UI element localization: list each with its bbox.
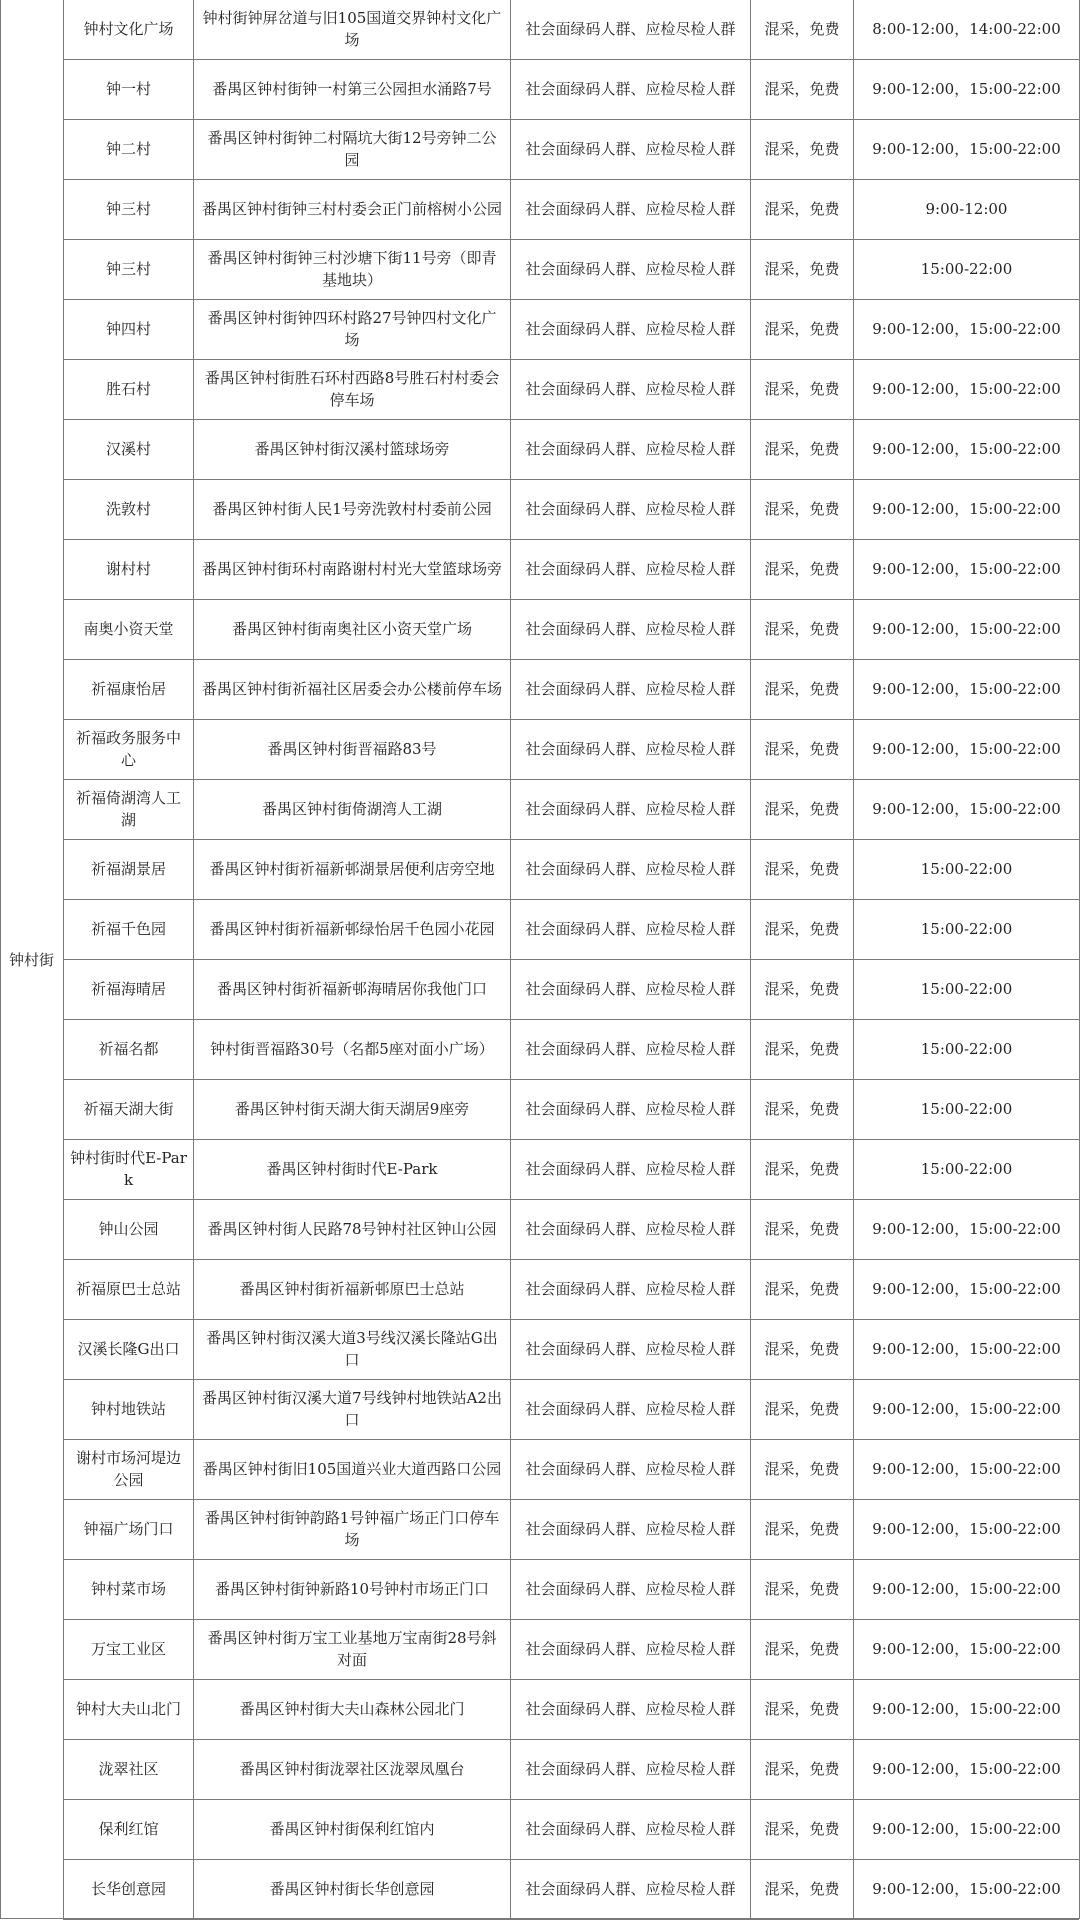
type-cell: 混采，免费 — [764, 799, 840, 818]
hours-cell: 8:00-12:00，14:00-22:00 — [872, 19, 1061, 38]
site-cell: 洗敦村 — [105, 499, 151, 518]
address-cell: 番禺区钟村街倚湖湾人工湖 — [261, 799, 442, 818]
group-cell: 社会面绿码人群、应检尽检人群 — [525, 619, 736, 638]
type-cell: 混采，免费 — [764, 919, 840, 938]
hours-cell: 9:00-12:00，15:00-22:00 — [872, 1219, 1061, 1238]
address-cell: 番禺区钟村街人民路78号钟村社区钟山公园 — [207, 1219, 497, 1238]
site-cell: 钟村大夫山北门 — [75, 1699, 181, 1718]
hours-cell: 9:00-12:00，15:00-22:00 — [872, 619, 1061, 638]
group-cell: 社会面绿码人群、应检尽检人群 — [525, 799, 736, 818]
street-name-cell: 钟村街 — [8, 951, 54, 969]
group-cell: 社会面绿码人群、应检尽检人群 — [525, 1459, 736, 1478]
hours-cell: 9:00-12:00，15:00-22:00 — [872, 1399, 1061, 1418]
hours-cell: 9:00-12:00，15:00-22:00 — [872, 1519, 1061, 1538]
address-cell: 番禺区钟村街环村南路谢村村光大堂篮球场旁 — [201, 559, 502, 578]
type-cell: 混采，免费 — [764, 859, 840, 878]
group-cell: 社会面绿码人群、应检尽检人群 — [525, 979, 736, 998]
site-cell: 钟村街时代E-Park — [70, 1148, 187, 1189]
group-cell: 社会面绿码人群、应检尽检人群 — [525, 1519, 736, 1538]
address-cell: 番禺区钟村街钟三村沙塘下街11号旁（即青基地块） — [207, 248, 497, 289]
type-cell: 混采，免费 — [764, 379, 840, 398]
site-cell: 钟村地铁站 — [90, 1399, 166, 1418]
hours-cell: 9:00-12:00，15:00-22:00 — [872, 799, 1061, 818]
group-cell: 社会面绿码人群、应检尽检人群 — [525, 19, 736, 38]
address-cell: 番禺区钟村街旧105国道兴业大道西路口公园 — [202, 1459, 502, 1478]
address-cell: 番禺区钟村街钟二村隔坑大街12号旁钟二公园 — [207, 128, 497, 169]
hours-cell: 15:00-22:00 — [920, 1099, 1013, 1118]
site-cell: 钟山公园 — [98, 1219, 159, 1238]
group-cell: 社会面绿码人群、应检尽检人群 — [525, 79, 736, 98]
site-cell: 祈福名都 — [98, 1039, 159, 1058]
hours-cell: 9:00-12:00，15:00-22:00 — [872, 139, 1061, 158]
type-cell: 混采，免费 — [764, 79, 840, 98]
group-cell: 社会面绿码人群、应检尽检人群 — [525, 139, 736, 158]
group-cell: 社会面绿码人群、应检尽检人群 — [525, 499, 736, 518]
address-cell: 番禺区钟村街祈福新邨绿怡居千色园小花园 — [209, 919, 495, 938]
hours-cell: 9:00-12:00，15:00-22:00 — [872, 379, 1061, 398]
type-cell: 混采，免费 — [764, 1159, 840, 1178]
address-cell: 番禺区钟村街南奥社区小资天堂广场 — [231, 619, 472, 638]
address-cell: 番禺区钟村街汉溪大道7号线钟村地铁站A2出口 — [202, 1388, 502, 1429]
type-cell: 混采，免费 — [764, 1639, 840, 1658]
hours-cell: 9:00-12:00 — [925, 199, 1008, 218]
group-cell: 社会面绿码人群、应检尽检人群 — [525, 1579, 736, 1598]
group-cell: 社会面绿码人群、应检尽检人群 — [525, 1819, 736, 1838]
hours-cell: 9:00-12:00，15:00-22:00 — [872, 1879, 1061, 1898]
site-cell: 钟三村 — [105, 199, 151, 218]
address-cell: 钟村街晋福路30号（名都5座对面小广场） — [210, 1039, 494, 1058]
group-cell: 社会面绿码人群、应检尽检人群 — [525, 1279, 736, 1298]
hours-cell: 9:00-12:00，15:00-22:00 — [872, 1759, 1061, 1778]
type-cell: 混采，免费 — [764, 499, 840, 518]
type-cell: 混采，免费 — [764, 139, 840, 158]
type-cell: 混采，免费 — [764, 19, 840, 38]
type-cell: 混采，免费 — [764, 1459, 840, 1478]
address-cell: 番禺区钟村街长华创意园 — [269, 1879, 435, 1898]
group-cell: 社会面绿码人群、应检尽检人群 — [525, 1099, 736, 1118]
site-cell: 钟二村 — [105, 139, 151, 158]
hours-cell: 9:00-12:00，15:00-22:00 — [872, 1819, 1061, 1838]
site-cell: 钟一村 — [105, 79, 151, 98]
type-cell: 混采，免费 — [764, 319, 840, 338]
address-cell: 番禺区钟村街晋福路83号 — [267, 739, 437, 758]
site-cell: 胜石村 — [105, 379, 151, 398]
group-cell: 社会面绿码人群、应检尽检人群 — [525, 559, 736, 578]
type-cell: 混采，免费 — [764, 1879, 840, 1898]
address-cell: 钟村街钟屏岔道与旧105国道交界钟村文化广场 — [202, 8, 502, 49]
site-cell: 钟村菜市场 — [90, 1579, 166, 1598]
group-cell: 社会面绿码人群、应检尽检人群 — [525, 1759, 736, 1778]
site-cell: 祈福天湖大街 — [83, 1099, 174, 1118]
hours-cell: 9:00-12:00，15:00-22:00 — [872, 1339, 1061, 1358]
hours-cell: 15:00-22:00 — [920, 979, 1013, 998]
site-cell: 祈福康怡居 — [90, 679, 166, 698]
address-cell: 番禺区钟村街钟三村村委会正门前榕树小公园 — [201, 199, 502, 218]
site-cell: 南奥小资天堂 — [83, 619, 174, 638]
address-cell: 番禺区钟村街大夫山森林公园北门 — [239, 1699, 465, 1718]
address-cell: 番禺区钟村街泷翠社区泷翠凤凰台 — [239, 1759, 465, 1778]
type-cell: 混采，免费 — [764, 199, 840, 218]
group-cell: 社会面绿码人群、应检尽检人群 — [525, 1039, 736, 1058]
type-cell: 混采，免费 — [764, 1699, 840, 1718]
site-cell: 谢村村 — [105, 559, 151, 578]
group-cell: 社会面绿码人群、应检尽检人群 — [525, 319, 736, 338]
hours-cell: 9:00-12:00，15:00-22:00 — [872, 1639, 1061, 1658]
type-cell: 混采，免费 — [764, 739, 840, 758]
group-cell: 社会面绿码人群、应检尽检人群 — [525, 1699, 736, 1718]
group-cell: 社会面绿码人群、应检尽检人群 — [525, 919, 736, 938]
hours-cell: 9:00-12:00，15:00-22:00 — [872, 679, 1061, 698]
type-cell: 混采，免费 — [764, 1399, 840, 1418]
type-cell: 混采，免费 — [764, 259, 840, 278]
address-cell: 番禺区钟村街时代E-Park — [266, 1159, 438, 1178]
type-cell: 混采，免费 — [764, 1519, 840, 1538]
address-cell: 番禺区钟村街钟四环村路27号钟四村文化广场 — [207, 308, 497, 349]
hours-cell: 9:00-12:00，15:00-22:00 — [872, 79, 1061, 98]
site-cell: 汉溪村 — [105, 439, 151, 458]
group-cell: 社会面绿码人群、应检尽检人群 — [525, 859, 736, 878]
type-cell: 混采，免费 — [764, 439, 840, 458]
group-cell: 社会面绿码人群、应检尽检人群 — [525, 379, 736, 398]
address-cell: 番禺区钟村街祈福新邨湖景居便利店旁空地 — [209, 859, 495, 878]
address-cell: 番禺区钟村街祈福社区居委会办公楼前停车场 — [201, 679, 502, 698]
hours-cell: 9:00-12:00，15:00-22:00 — [872, 739, 1061, 758]
type-cell: 混采，免费 — [764, 1039, 840, 1058]
site-cell: 祈福原巴士总站 — [75, 1279, 181, 1298]
hours-cell: 9:00-12:00，15:00-22:00 — [872, 499, 1061, 518]
type-cell: 混采，免费 — [764, 619, 840, 638]
group-cell: 社会面绿码人群、应检尽检人群 — [525, 1219, 736, 1238]
type-cell: 混采，免费 — [764, 1219, 840, 1238]
group-cell: 社会面绿码人群、应检尽检人群 — [525, 739, 736, 758]
type-cell: 混采，免费 — [764, 559, 840, 578]
site-cell: 祈福湖景居 — [90, 859, 166, 878]
hours-cell: 15:00-22:00 — [920, 919, 1013, 938]
group-cell: 社会面绿码人群、应检尽检人群 — [525, 1639, 736, 1658]
site-cell: 钟村文化广场 — [83, 19, 174, 38]
site-cell: 祈福海晴居 — [90, 979, 166, 998]
hours-cell: 9:00-12:00，15:00-22:00 — [872, 1459, 1061, 1478]
group-cell: 社会面绿码人群、应检尽检人群 — [525, 259, 736, 278]
hours-cell: 9:00-12:00，15:00-22:00 — [872, 319, 1061, 338]
group-cell: 社会面绿码人群、应检尽检人群 — [525, 199, 736, 218]
hours-cell: 15:00-22:00 — [920, 1159, 1013, 1178]
group-cell: 社会面绿码人群、应检尽检人群 — [525, 1399, 736, 1418]
hours-cell: 9:00-12:00，15:00-22:00 — [872, 1699, 1061, 1718]
type-cell: 混采，免费 — [764, 1579, 840, 1598]
hours-cell: 9:00-12:00，15:00-22:00 — [872, 439, 1061, 458]
group-cell: 社会面绿码人群、应检尽检人群 — [525, 1159, 736, 1178]
type-cell: 混采，免费 — [764, 1099, 840, 1118]
hours-cell: 9:00-12:00，15:00-22:00 — [872, 1279, 1061, 1298]
type-cell: 混采，免费 — [764, 679, 840, 698]
site-cell: 谢村市场河堤边公园 — [75, 1448, 181, 1489]
address-cell: 番禺区钟村街汉溪大道3号线汉溪长隆站G出口 — [206, 1328, 498, 1369]
column-divider — [0, 0, 1, 1919]
hours-cell: 9:00-12:00，15:00-22:00 — [872, 1579, 1061, 1598]
type-cell: 混采，免费 — [764, 1819, 840, 1838]
site-cell: 祈福政务服务中心 — [75, 728, 181, 769]
site-cell: 万宝工业区 — [90, 1639, 166, 1658]
address-cell: 番禺区钟村街钟新路10号钟村市场正门口 — [214, 1579, 490, 1598]
address-cell: 番禺区钟村街钟一村第三公园担水涌路7号 — [212, 79, 492, 98]
address-cell: 番禺区钟村街保利红馆内 — [269, 1819, 435, 1838]
group-cell: 社会面绿码人群、应检尽检人群 — [525, 1879, 736, 1898]
type-cell: 混采，免费 — [764, 1759, 840, 1778]
address-cell: 番禺区钟村街祈福新邨海晴居你我他门口 — [216, 979, 487, 998]
site-cell: 汉溪长隆G出口 — [77, 1339, 180, 1358]
site-cell: 祈福千色园 — [90, 919, 166, 938]
address-cell: 番禺区钟村街钟韵路1号钟福广场正门口停车场 — [204, 1508, 500, 1549]
address-cell: 番禺区钟村街天湖大街天湖居9座旁 — [234, 1099, 470, 1118]
site-cell: 长华创意园 — [90, 1879, 166, 1898]
type-cell: 混采，免费 — [764, 1279, 840, 1298]
address-cell: 番禺区钟村街汉溪村篮球场旁 — [254, 439, 450, 458]
group-cell: 社会面绿码人群、应检尽检人群 — [525, 439, 736, 458]
site-cell: 钟三村 — [105, 259, 151, 278]
type-cell: 混采，免费 — [764, 979, 840, 998]
group-cell: 社会面绿码人群、应检尽检人群 — [525, 1339, 736, 1358]
hours-cell: 15:00-22:00 — [920, 259, 1013, 278]
address-cell: 番禺区钟村街祈福新邨原巴士总站 — [239, 1279, 465, 1298]
address-cell: 番禺区钟村街万宝工业基地万宝南街28号斜对面 — [207, 1628, 497, 1669]
group-cell: 社会面绿码人群、应检尽检人群 — [525, 679, 736, 698]
type-cell: 混采，免费 — [764, 1339, 840, 1358]
hours-cell: 9:00-12:00，15:00-22:00 — [872, 559, 1061, 578]
site-cell: 泷翠社区 — [98, 1759, 159, 1778]
address-cell: 番禺区钟村街人民1号旁洗敦村村委前公园 — [212, 499, 492, 518]
address-cell: 番禺区钟村街胜石环村西路8号胜石村村委会停车场 — [204, 368, 500, 409]
hours-cell: 15:00-22:00 — [920, 1039, 1013, 1058]
site-cell: 祈福倚湖湾人工湖 — [75, 788, 181, 829]
site-cell: 钟四村 — [105, 319, 151, 338]
site-cell: 保利红馆 — [98, 1819, 159, 1838]
site-cell: 钟福广场门口 — [83, 1519, 174, 1538]
hours-cell: 15:00-22:00 — [920, 859, 1013, 878]
